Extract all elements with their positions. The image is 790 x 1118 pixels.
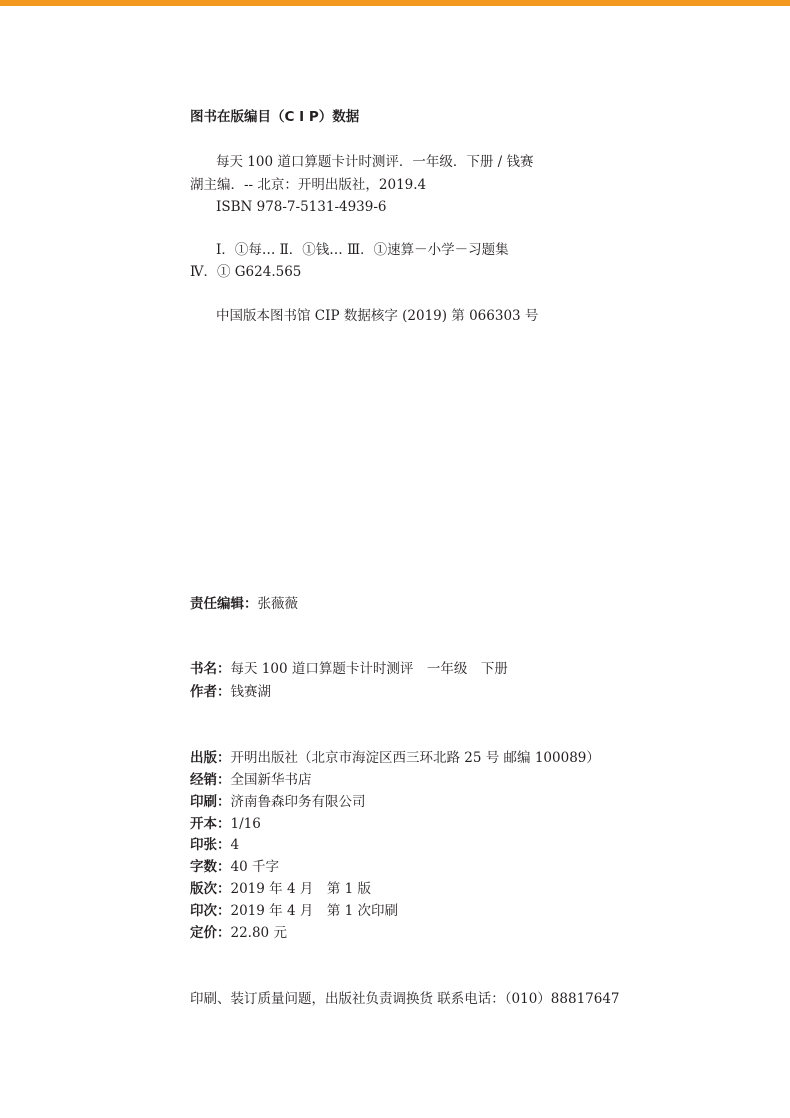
printing-label: 印次： [190,903,231,919]
cip-isbn: ISBN 978-7-5131-4939-6 [216,199,387,215]
format-row [190,815,261,833]
printer-row [190,793,366,811]
format-label: 开本： [190,816,231,832]
format-value: 1/16 [230,816,261,832]
book-title-value: 每天 100 道口算题卡计时测评 一年级 下册 [230,661,508,677]
edition-value: 2019 年 4 月 第 1 版 [230,881,371,897]
distributor-row [190,771,312,789]
sheets-value: 4 [230,837,240,853]
printer-label: 印刷： [190,794,231,810]
distributor-value: 全国新华书店 [230,772,312,788]
editor-value: 张薇薇 [257,596,298,612]
price-label: 定价： [190,925,231,941]
edition-label: 版次： [190,881,231,897]
publisher-value: 开明出版社（北京市海淀区西三环北路 25 号 邮编 100089） [230,750,600,766]
quality-contact-note: 印刷、装订质量问题，出版社负责调换货 联系电话：（010）88817647 [190,991,620,1007]
price-value: 22.80 元 [230,925,287,941]
word-count-label: 字数： [190,859,231,875]
cip-heading: 图书在版编目（C I P）数据 [190,109,360,125]
sheets-label: 印张： [190,837,231,853]
cip-classification-2: Ⅳ．① G624.565 [190,264,302,280]
word-count-row [190,858,279,876]
top-accent-bar [0,0,790,6]
publisher-row [190,749,600,767]
cip-record-number: 中国版本图书馆 CIP 数据核字 (2019) 第 066303 号 [216,308,539,324]
printer-value: 济南鲁森印务有限公司 [230,794,366,810]
author-value: 钱赛湖 [230,684,271,700]
edition-row [190,880,371,898]
printing-row [190,902,398,920]
price-row [190,924,287,942]
cip-classification-1: Ⅰ．①每… Ⅱ．①钱… Ⅲ．①速算－小学－习题集 [216,242,509,258]
cip-line-1: 每天 100 道口算题卡计时测评．一年级．下册 / 钱赛 [216,154,534,170]
book-title-row [190,660,508,678]
word-count-value: 40 千字 [230,859,279,875]
book-title-label: 书名： [190,661,231,677]
editor-row [190,595,298,613]
author-row [190,683,271,701]
publisher-label: 出版： [190,750,231,766]
printing-value: 2019 年 4 月 第 1 次印刷 [230,903,398,919]
distributor-label: 经销： [190,772,231,788]
cip-line-2: 湖主编．-- 北京：开明出版社，2019.4 [190,177,427,193]
author-label: 作者： [190,684,231,700]
editor-label: 责任编辑： [190,596,258,612]
sheets-row [190,836,239,854]
